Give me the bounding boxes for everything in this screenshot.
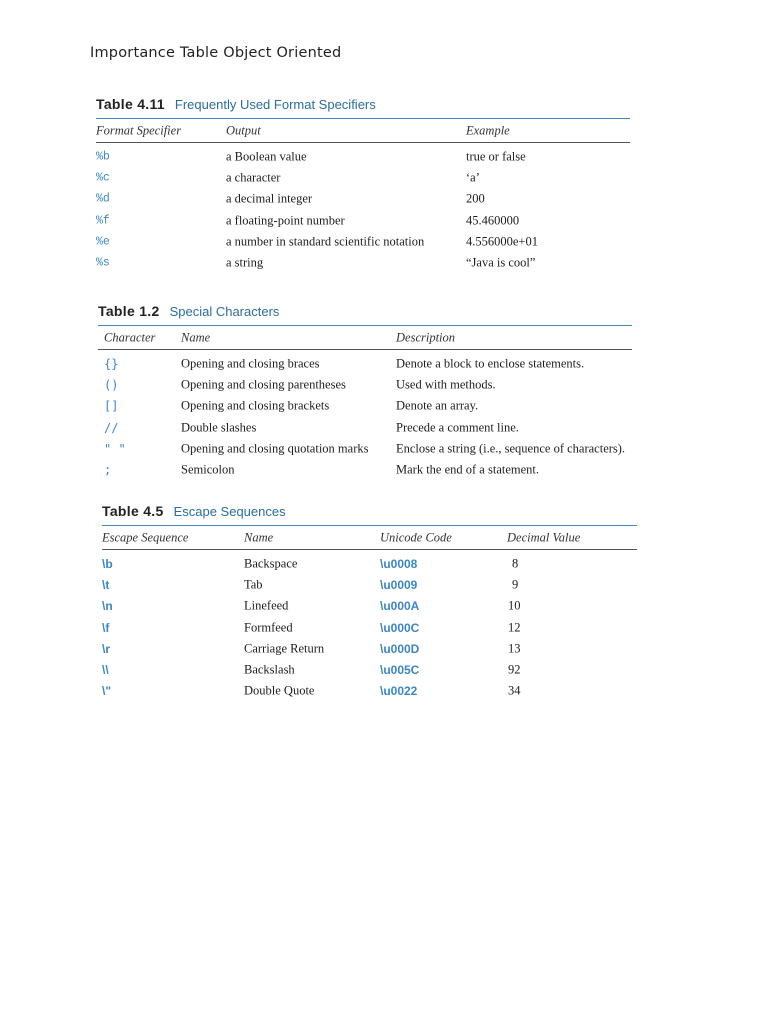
description-cell: Enclose a string (i.e., sequence of characters).	[396, 441, 626, 456]
character-cell: {}	[104, 356, 119, 371]
decimal-cell: 9	[512, 577, 519, 592]
table-header-row	[98, 326, 632, 349]
decimal-cell: 13	[508, 641, 521, 656]
name-cell: Carriage Return	[244, 641, 325, 656]
column-header: Description	[396, 330, 456, 344]
specifier-cell: %s	[96, 256, 110, 270]
special-characters-table	[98, 303, 632, 481]
table-body	[98, 350, 632, 481]
example-cell: true or false	[466, 149, 526, 164]
specifier-cell: %f	[96, 214, 110, 228]
column-header: Example	[466, 123, 510, 137]
output-cell: a floating-point number	[226, 213, 345, 228]
output-cell: a number in standard scientific notation	[226, 234, 425, 249]
decimal-cell: 10	[508, 598, 521, 613]
unicode-cell: \u000A	[380, 599, 420, 614]
column-header: Name	[181, 330, 211, 344]
table-title: Escape Sequences	[173, 504, 286, 519]
output-cell: a string	[226, 255, 264, 270]
table-row	[98, 438, 632, 459]
description-cell: Precede a comment line.	[396, 420, 519, 435]
table-row	[96, 146, 630, 167]
table-header-row	[96, 119, 630, 142]
table-label: Table 1.2	[98, 303, 160, 319]
name-cell: Opening and closing parentheses	[181, 377, 346, 392]
table-row	[96, 167, 630, 188]
escape-cell: \"	[102, 684, 112, 699]
unicode-cell: \u0022	[380, 684, 418, 699]
name-cell: Backspace	[244, 556, 298, 571]
table-row	[98, 374, 632, 395]
character-cell: ;	[104, 463, 112, 478]
escape-cell: \r	[102, 641, 111, 656]
unicode-cell: \u000C	[380, 620, 420, 635]
table-row	[102, 681, 637, 702]
table-row	[96, 189, 630, 210]
table-row	[98, 396, 632, 417]
table-header-row	[102, 526, 637, 549]
example-cell: ‘a’	[466, 170, 480, 185]
table-row	[96, 231, 630, 252]
name-cell: Double slashes	[181, 420, 257, 435]
table-title: Frequently Used Format Specifiers	[174, 97, 376, 112]
table-row	[96, 252, 630, 273]
table-caption	[96, 96, 630, 118]
output-cell: a character	[226, 170, 281, 185]
escape-cell: \t	[102, 577, 110, 592]
name-cell: Backslash	[244, 662, 295, 677]
example-cell: 45.460000	[466, 213, 520, 228]
table-label: Table 4.11	[96, 96, 165, 112]
column-header: Unicode Code	[380, 530, 452, 544]
name-cell: Opening and closing brackets	[181, 398, 330, 413]
character-cell: ()	[104, 377, 119, 392]
table-caption	[102, 503, 637, 525]
specifier-cell: %c	[96, 171, 110, 185]
unicode-cell: \u000D	[380, 641, 420, 656]
table-row	[98, 417, 632, 438]
name-cell: Tab	[244, 577, 263, 592]
example-cell: 4.556000e+01	[466, 234, 538, 249]
escape-cell: \b	[102, 556, 113, 571]
column-header: Output	[226, 123, 261, 137]
specifier-cell: %e	[96, 235, 110, 249]
table-row	[98, 459, 632, 480]
character-cell: " "	[104, 441, 126, 456]
table-row	[102, 617, 637, 638]
table-row	[96, 210, 630, 231]
table-row	[98, 353, 632, 374]
escape-cell: \\	[102, 663, 109, 678]
decimal-cell: 34	[508, 683, 521, 698]
decimal-cell: 8	[512, 556, 519, 571]
example-cell: 200	[466, 191, 485, 206]
description-cell: Denote a block to enclose statements.	[396, 356, 585, 371]
name-cell: Formfeed	[244, 620, 293, 635]
page-title: Importance Table Object Oriented	[90, 45, 342, 61]
column-header: Character	[104, 330, 156, 344]
description-cell: Denote an array.	[396, 398, 479, 413]
description-cell: Mark the end of a statement.	[396, 462, 540, 477]
table-label: Table 4.5	[102, 503, 164, 519]
unicode-cell: \u005C	[380, 663, 420, 678]
name-cell: Opening and closing braces	[181, 356, 320, 371]
specifier-cell: %d	[96, 192, 110, 206]
format-specifiers-table	[96, 96, 630, 274]
name-cell: Linefeed	[244, 598, 289, 613]
name-cell: Opening and closing quotation marks	[181, 441, 369, 456]
name-cell: Double Quote	[244, 683, 315, 698]
escape-cell: \f	[102, 620, 110, 635]
unicode-cell: \u0009	[380, 577, 418, 592]
column-header: Escape Sequence	[102, 530, 189, 544]
table-caption	[98, 303, 632, 325]
column-header: Format Specifier	[96, 123, 182, 137]
specifier-cell: %b	[96, 150, 110, 164]
output-cell: a Boolean value	[226, 149, 307, 164]
example-cell: “Java is cool”	[466, 255, 536, 270]
character-cell: []	[104, 399, 119, 414]
table-body	[96, 143, 630, 274]
table-body	[102, 550, 637, 702]
table-row	[102, 596, 637, 617]
escape-sequences-table	[102, 503, 637, 702]
output-cell: a decimal integer	[226, 191, 313, 206]
decimal-cell: 12	[508, 620, 521, 635]
character-cell: //	[104, 420, 119, 435]
column-header: Name	[244, 530, 274, 544]
name-cell: Semicolon	[181, 462, 235, 477]
description-cell: Used with methods.	[396, 377, 496, 392]
table-row	[102, 574, 637, 595]
unicode-cell: \u0008	[380, 556, 418, 571]
escape-cell: \n	[102, 599, 113, 614]
column-header: Decimal Value	[507, 530, 581, 544]
table-row	[102, 553, 637, 574]
table-row	[102, 638, 637, 659]
table-row	[102, 659, 637, 680]
table-title: Special Characters	[169, 304, 280, 319]
decimal-cell: 92	[508, 662, 521, 677]
